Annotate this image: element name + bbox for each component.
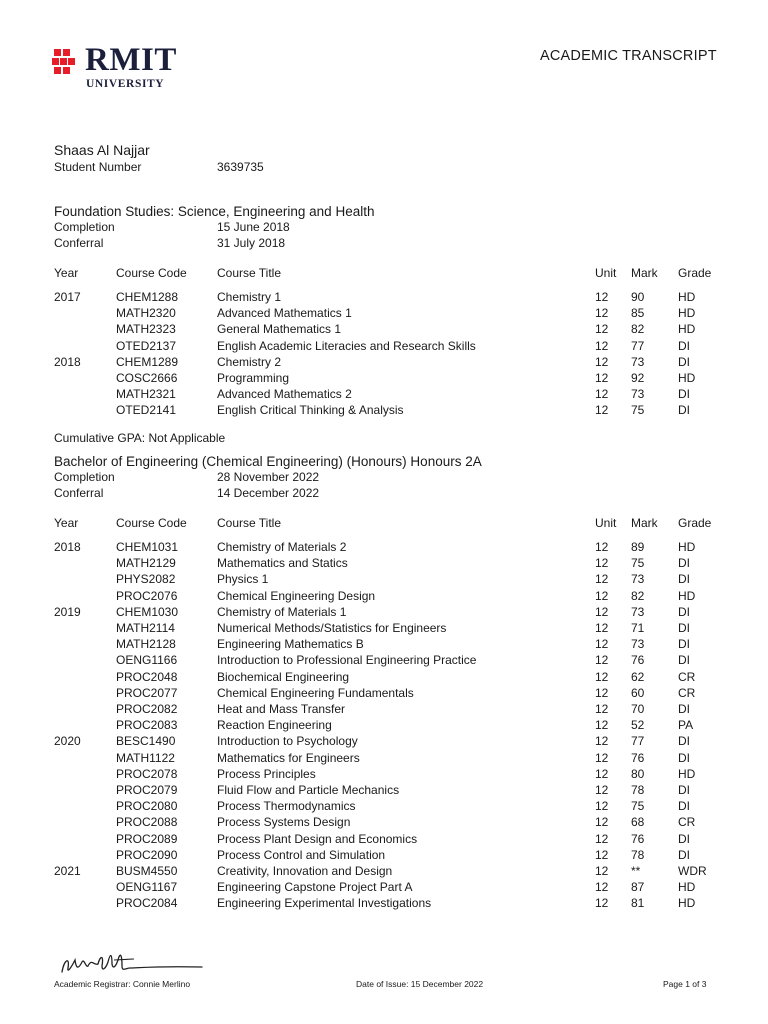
- course-grade: HD: [678, 766, 696, 781]
- course-title: Engineering Experimental Investigations: [217, 896, 432, 911]
- column-header-unit: Unit: [595, 266, 617, 280]
- course-unit: 12: [595, 371, 609, 385]
- course-title: Biochemical Engineering: [217, 669, 350, 684]
- course-mark: 73: [631, 637, 645, 652]
- course-mark: 77: [631, 734, 645, 749]
- date-of-issue: Date of Issue: 15 December 2022: [356, 979, 484, 989]
- course-title: Introduction to Psychology: [217, 734, 358, 749]
- course-grade: DI: [678, 387, 690, 402]
- course-title: Physics 1: [217, 572, 269, 587]
- course-grade: DI: [678, 783, 690, 797]
- course-title: Creativity, Innovation and Design: [217, 864, 393, 878]
- course-title: English Critical Thinking & Analysis: [217, 403, 404, 418]
- course-mark: 78: [631, 847, 645, 862]
- conferral-date: 14 December 2022: [217, 486, 320, 500]
- course-code: PROC2048: [116, 669, 178, 684]
- course-title: Chemistry of Materials 2: [217, 540, 347, 554]
- course-title: Engineering Mathematics B: [217, 637, 364, 652]
- course-code: PHYS2082: [116, 572, 176, 587]
- course-code: MATH1122: [116, 750, 175, 765]
- course-code: PROC2089: [116, 831, 178, 846]
- column-header-code: Course Code: [116, 516, 187, 530]
- course-grade: DI: [678, 734, 690, 749]
- course-title: Process Thermodynamics: [217, 799, 356, 814]
- course-grade: HD: [678, 896, 696, 911]
- course-unit: 12: [595, 306, 609, 321]
- conferral-label: Conferral: [54, 236, 104, 250]
- course-code: PROC2079: [116, 783, 178, 797]
- course-title: Chemical Engineering Fundamentals: [217, 685, 414, 700]
- course-mark: 73: [631, 572, 645, 587]
- column-header-grade: Grade: [678, 516, 712, 530]
- document-title: ACADEMIC TRANSCRIPT: [540, 48, 717, 64]
- course-grade: DI: [678, 604, 690, 619]
- course-code: MATH2114: [116, 621, 175, 635]
- course-mark: 77: [631, 338, 645, 353]
- column-header-mark: Mark: [631, 516, 658, 530]
- logo-wordmark: RMIT: [85, 42, 177, 78]
- column-header-grade: Grade: [678, 266, 712, 280]
- course-mark: 52: [631, 718, 645, 733]
- completion-label: Completion: [54, 470, 115, 484]
- course-grade: CR: [678, 669, 696, 684]
- course-mark: 75: [631, 403, 645, 418]
- course-code: MATH2128: [116, 637, 176, 652]
- course-mark: 60: [631, 685, 645, 700]
- course-code: PROC2078: [116, 766, 178, 781]
- column-header-unit: Unit: [595, 516, 617, 530]
- course-grade: DI: [678, 637, 690, 652]
- course-unit: 12: [595, 847, 609, 862]
- course-unit: 12: [595, 815, 609, 830]
- course-code: PROC2090: [116, 847, 178, 862]
- program-title: Foundation Studies: Science, Engineering and Health: [54, 204, 375, 219]
- course-title: Heat and Mass Transfer: [217, 702, 346, 716]
- course-mark: 73: [631, 354, 645, 369]
- course-code: PROC2088: [116, 815, 178, 830]
- course-mark: 71: [631, 621, 645, 635]
- column-header-title: Course Title: [217, 266, 282, 280]
- registrar-name: Academic Registrar: Connie Merlino: [54, 979, 191, 989]
- course-grade: DI: [678, 847, 690, 862]
- course-unit: 12: [595, 572, 609, 587]
- course-unit: 12: [595, 896, 609, 911]
- course-title: Engineering Capstone Project Part A: [217, 880, 413, 895]
- course-title: Process Principles: [217, 766, 316, 781]
- course-code: OTED2137: [116, 338, 177, 353]
- course-code: CHEM1289: [116, 354, 179, 369]
- course-code: MATH2320: [116, 306, 176, 321]
- course-unit: 12: [595, 669, 609, 684]
- course-unit: 12: [595, 799, 609, 814]
- completion-label: Completion: [54, 220, 115, 234]
- course-grade: DI: [678, 556, 690, 571]
- course-unit: 12: [595, 588, 609, 603]
- course-code: PROC2084: [116, 896, 178, 911]
- course-title: English Academic Literacies and Research Skills: [217, 338, 476, 353]
- course-code: PROC2082: [116, 702, 178, 716]
- course-code: PROC2077: [116, 685, 178, 700]
- course-mark: 92: [631, 371, 645, 385]
- course-grade: WDR: [678, 864, 707, 878]
- course-title: Chemistry 1: [217, 290, 282, 304]
- course-mark: 80: [631, 766, 645, 781]
- course-grade: DI: [678, 572, 690, 587]
- conferral-label: Conferral: [54, 486, 104, 500]
- course-title: Mathematics and Statics: [217, 556, 348, 571]
- course-mark: 90: [631, 290, 645, 304]
- course-code: PROC2076: [116, 588, 178, 603]
- course-title: Chemistry 2: [217, 354, 282, 369]
- course-title: Process Plant Design and Economics: [217, 831, 418, 846]
- course-unit: 12: [595, 864, 609, 878]
- course-grade: DI: [678, 653, 690, 668]
- rmit-logo: [52, 44, 192, 94]
- completion-date: 15 June 2018: [217, 220, 290, 234]
- course-unit: 12: [595, 556, 609, 571]
- course-title: Process Systems Design: [217, 815, 351, 830]
- course-unit: 12: [595, 637, 609, 652]
- course-title: General Mathematics 1: [217, 322, 342, 337]
- course-unit: 12: [595, 322, 609, 337]
- course-year: 2019: [54, 604, 81, 619]
- course-mark: **: [631, 864, 641, 878]
- course-year: 2017: [54, 290, 81, 304]
- course-code: OENG1166: [116, 653, 178, 668]
- course-unit: 12: [595, 734, 609, 749]
- course-mark: 82: [631, 588, 645, 603]
- course-code: COSC2666: [116, 371, 178, 385]
- course-grade: HD: [678, 588, 696, 603]
- course-grade: DI: [678, 354, 690, 369]
- course-code: CHEM1288: [116, 290, 179, 304]
- course-grade: HD: [678, 322, 696, 337]
- course-mark: 62: [631, 669, 645, 684]
- course-grade: DI: [678, 702, 690, 716]
- course-unit: 12: [595, 718, 609, 733]
- rmit-pixel-icon: [52, 49, 82, 77]
- course-title: Chemical Engineering Design: [217, 588, 376, 603]
- student-number-label: Student Number: [54, 160, 142, 174]
- course-unit: 12: [595, 783, 609, 797]
- course-unit: 12: [595, 766, 609, 781]
- course-code: OTED2141: [116, 403, 177, 418]
- course-unit: 12: [595, 540, 609, 554]
- course-title: Advanced Mathematics 1: [217, 306, 352, 321]
- course-code: PROC2080: [116, 799, 178, 814]
- course-grade: HD: [678, 880, 696, 895]
- course-unit: 12: [595, 685, 609, 700]
- course-code: CHEM1031: [116, 540, 179, 554]
- course-mark: 73: [631, 604, 645, 619]
- course-code: MATH2129: [116, 556, 176, 571]
- course-title: Programming: [217, 371, 290, 385]
- course-unit: 12: [595, 750, 609, 765]
- course-title: Introduction to Professional Engineering Practice: [217, 653, 477, 668]
- course-mark: 81: [631, 896, 645, 911]
- course-mark: 75: [631, 799, 645, 814]
- course-title: Mathematics for Engineers: [217, 750, 360, 765]
- course-code: MATH2321: [116, 387, 176, 402]
- course-grade: HD: [678, 290, 696, 304]
- page-number: Page 1 of 3: [663, 979, 707, 989]
- course-code: CHEM1030: [116, 604, 179, 619]
- student-name: Shaas Al Najjar: [54, 142, 150, 158]
- course-mark: 75: [631, 556, 645, 571]
- course-title: Fluid Flow and Particle Mechanics: [217, 783, 400, 797]
- course-unit: 12: [595, 604, 609, 619]
- course-unit: 12: [595, 290, 609, 304]
- course-mark: 76: [631, 653, 645, 668]
- course-title: Chemistry of Materials 1: [217, 604, 347, 619]
- course-code: MATH2323: [116, 322, 176, 337]
- course-grade: HD: [678, 306, 696, 321]
- registrar-signature: [56, 946, 206, 980]
- program-title: Bachelor of Engineering (Chemical Engineering) (Honours) Honours 2A: [54, 454, 482, 469]
- course-code: OENG1167: [116, 880, 178, 895]
- column-header-code: Course Code: [116, 266, 187, 280]
- course-grade: CR: [678, 815, 696, 830]
- column-header-year: Year: [54, 266, 79, 280]
- course-mark: 68: [631, 815, 645, 830]
- course-grade: DI: [678, 750, 690, 765]
- course-mark: 73: [631, 387, 645, 402]
- course-grade: HD: [678, 371, 696, 385]
- course-year: 2021: [54, 864, 81, 878]
- course-mark: 87: [631, 880, 645, 895]
- course-mark: 78: [631, 783, 645, 797]
- course-code: BUSM4550: [116, 864, 178, 878]
- course-mark: 89: [631, 540, 645, 554]
- cumulative-gpa: Cumulative GPA: Not Applicable: [54, 431, 226, 445]
- course-unit: 12: [595, 621, 609, 635]
- column-header-title: Course Title: [217, 516, 282, 530]
- course-code: PROC2083: [116, 718, 178, 733]
- course-grade: DI: [678, 403, 690, 418]
- course-unit: 12: [595, 338, 609, 353]
- course-unit: 12: [595, 702, 609, 716]
- course-unit: 12: [595, 403, 609, 418]
- course-grade: DI: [678, 338, 690, 353]
- course-year: 2018: [54, 354, 81, 369]
- course-grade: DI: [678, 621, 690, 635]
- course-code: BESC1490: [116, 734, 176, 749]
- completion-date: 28 November 2022: [217, 470, 320, 484]
- course-year: 2018: [54, 540, 81, 554]
- logo-subtitle: UNIVERSITY: [86, 78, 165, 90]
- course-title: Process Control and Simulation: [217, 847, 386, 862]
- conferral-date: 31 July 2018: [217, 236, 286, 250]
- course-grade: PA: [678, 718, 694, 733]
- course-title: Numerical Methods/Statistics for Engineers: [217, 621, 447, 635]
- column-header-mark: Mark: [631, 266, 658, 280]
- course-title: Advanced Mathematics 2: [217, 387, 352, 402]
- course-unit: 12: [595, 653, 609, 668]
- course-year: 2020: [54, 734, 81, 749]
- course-unit: 12: [595, 387, 609, 402]
- course-mark: 85: [631, 306, 645, 321]
- column-header-year: Year: [54, 516, 79, 530]
- course-mark: 76: [631, 750, 645, 765]
- course-mark: 82: [631, 322, 645, 337]
- course-grade: CR: [678, 685, 696, 700]
- course-grade: HD: [678, 540, 696, 554]
- course-title: Reaction Engineering: [217, 718, 332, 733]
- course-unit: 12: [595, 831, 609, 846]
- course-mark: 76: [631, 831, 645, 846]
- course-grade: DI: [678, 831, 690, 846]
- course-mark: 70: [631, 702, 645, 716]
- course-unit: 12: [595, 880, 609, 895]
- student-number: 3639735: [217, 160, 264, 174]
- course-unit: 12: [595, 354, 609, 369]
- course-grade: DI: [678, 799, 690, 814]
